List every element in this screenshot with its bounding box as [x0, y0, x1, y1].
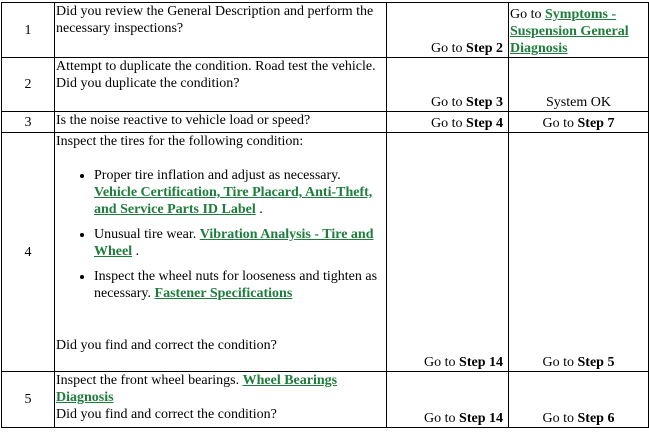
table-row — [2, 372, 649, 428]
yes-result: Go to Step 4 — [387, 112, 509, 133]
yes-result: Go to Step 14 — [387, 372, 509, 428]
yes-step: Step 14 — [459, 355, 503, 370]
step-action: Did you review the General Description and perform the necessary inspections? — [55, 3, 387, 58]
no-step: Step 6 — [577, 411, 615, 426]
step-number: 4 — [2, 133, 55, 372]
vibration-analysis-link[interactable]: Vibration Analysis - Tire and Wheel — [94, 227, 374, 259]
yes-result: Go to Step 2 — [387, 3, 509, 58]
step-number: 2 — [2, 58, 55, 112]
table-row — [2, 133, 649, 372]
step-action — [55, 58, 387, 112]
step-instruction: Inspect the tires for the following condition: — [56, 134, 304, 149]
no-result: Go to Step 7 — [509, 112, 649, 133]
step-number: 5 — [2, 372, 55, 428]
no-result: Go to Symptoms - Suspension General Diagnosis — [509, 3, 649, 58]
inspection-list — [56, 167, 385, 302]
no-step: Step 7 — [577, 116, 615, 131]
list-item: • Unusual tire wear. Vibration Analysis - Tire and Wheel . — [94, 226, 385, 260]
table-row — [2, 112, 649, 133]
step-question: Did you find and correct the condition? — [56, 338, 277, 353]
yes-step: Step 4 — [466, 116, 503, 131]
symptoms-link[interactable]: Symptoms - Suspension General Diagnosis — [510, 7, 629, 56]
no-result: Go to Step 6 — [509, 372, 649, 428]
yes-result: Go to Step 3 — [387, 58, 509, 112]
wheel-bearings-link[interactable]: Wheel Bearings Diagnosis — [56, 373, 338, 405]
step-question: Did you duplicate the condition? — [56, 76, 240, 91]
fastener-specifications-link[interactable]: Fastener Specifications — [154, 286, 293, 301]
list-item: • Proper tire inflation and adjust as necessary. Vehicle Certification, Tire Placard, Anti-Theft, and Service Parts ID Label . — [94, 167, 385, 218]
list-item: • Inspect the wheel nuts for looseness and tighten as necessary. Fastener Specifications — [94, 268, 385, 302]
no-result: System OK — [509, 58, 649, 112]
table-row — [2, 3, 649, 58]
yes-result: Go to Step 14 — [387, 133, 509, 372]
step-instruction: Attempt to duplicate the condition. Road test the vehicle. — [56, 59, 376, 74]
no-step: Step 5 — [577, 355, 615, 370]
step-question: Did you find and correct the condition? — [56, 407, 277, 422]
table-row — [2, 58, 649, 112]
step-instruction: Inspect the front wheel bearings. Wheel Bearings Diagnosis — [56, 373, 338, 405]
vehicle-certification-link[interactable]: Vehicle Certification, Tire Placard, Anti-Theft, and Service Parts ID Label — [94, 185, 373, 217]
yes-step: Step 2 — [466, 41, 503, 56]
yes-step: Step 14 — [459, 411, 503, 426]
yes-step: Step 3 — [466, 95, 503, 110]
step-question: Is the noise reactive to vehicle load or speed? — [55, 112, 387, 133]
diagnostic-table — [1, 2, 649, 428]
step-action — [55, 372, 387, 428]
step-number: 1 — [2, 3, 55, 58]
no-result: Go to Step 5 — [509, 133, 649, 372]
step-action — [55, 133, 387, 372]
step-number: 3 — [2, 112, 55, 133]
